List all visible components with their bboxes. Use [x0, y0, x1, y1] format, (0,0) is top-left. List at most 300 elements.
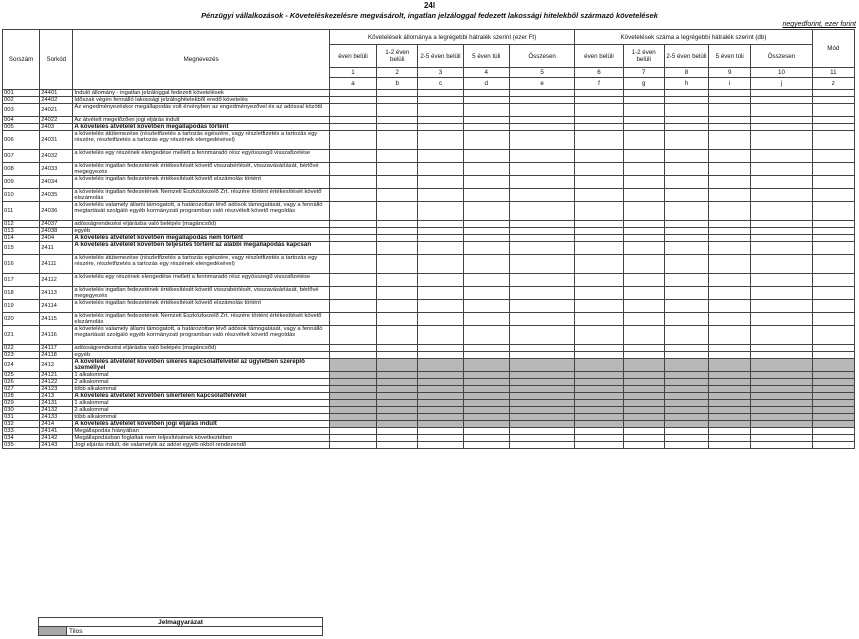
data-cell[interactable]: [751, 131, 812, 150]
data-cell[interactable]: [751, 400, 812, 407]
data-cell[interactable]: [509, 124, 574, 131]
data-cell[interactable]: [463, 163, 509, 176]
data-cell[interactable]: [709, 359, 751, 372]
data-cell[interactable]: [623, 352, 664, 359]
data-cell[interactable]: [463, 414, 509, 421]
data-cell[interactable]: [664, 407, 708, 414]
data-cell[interactable]: [623, 221, 664, 228]
data-cell[interactable]: [623, 300, 664, 313]
data-cell[interactable]: [812, 228, 854, 235]
data-cell[interactable]: [377, 97, 418, 104]
data-cell[interactable]: [751, 124, 812, 131]
data-cell[interactable]: [377, 379, 418, 386]
data-cell[interactable]: [812, 176, 854, 189]
data-cell[interactable]: [575, 300, 623, 313]
data-cell[interactable]: [377, 400, 418, 407]
data-cell[interactable]: [812, 313, 854, 326]
data-cell[interactable]: [418, 131, 463, 150]
data-cell[interactable]: [812, 407, 854, 414]
data-cell[interactable]: [418, 287, 463, 300]
data-cell[interactable]: [623, 359, 664, 372]
data-cell[interactable]: [509, 386, 574, 393]
data-cell[interactable]: [575, 428, 623, 435]
data-cell[interactable]: [812, 97, 854, 104]
data-cell[interactable]: [623, 442, 664, 449]
data-cell[interactable]: [509, 393, 574, 400]
data-cell[interactable]: [509, 435, 574, 442]
data-cell[interactable]: [418, 176, 463, 189]
data-cell[interactable]: [709, 345, 751, 352]
data-cell[interactable]: [377, 235, 418, 242]
data-cell[interactable]: [812, 393, 854, 400]
data-cell[interactable]: [575, 163, 623, 176]
data-cell[interactable]: [812, 221, 854, 228]
data-cell[interactable]: [751, 435, 812, 442]
data-cell[interactable]: [709, 176, 751, 189]
data-cell[interactable]: [377, 255, 418, 274]
data-cell[interactable]: [418, 359, 463, 372]
data-cell[interactable]: [664, 372, 708, 379]
data-cell[interactable]: [329, 97, 376, 104]
data-cell[interactable]: [751, 300, 812, 313]
data-cell[interactable]: [751, 202, 812, 221]
data-cell[interactable]: [709, 202, 751, 221]
data-cell[interactable]: [377, 221, 418, 228]
data-cell[interactable]: [575, 202, 623, 221]
data-cell[interactable]: [664, 326, 708, 345]
data-cell[interactable]: [709, 274, 751, 287]
data-cell[interactable]: [509, 163, 574, 176]
data-cell[interactable]: [812, 372, 854, 379]
data-cell[interactable]: [751, 235, 812, 242]
data-cell[interactable]: [812, 386, 854, 393]
data-cell[interactable]: [329, 386, 376, 393]
data-cell[interactable]: [812, 359, 854, 372]
data-cell[interactable]: [709, 393, 751, 400]
data-cell[interactable]: [623, 228, 664, 235]
data-cell[interactable]: [709, 386, 751, 393]
data-cell[interactable]: [377, 117, 418, 124]
data-cell[interactable]: [812, 287, 854, 300]
data-cell[interactable]: [623, 97, 664, 104]
data-cell[interactable]: [377, 414, 418, 421]
data-cell[interactable]: [575, 313, 623, 326]
data-cell[interactable]: [664, 442, 708, 449]
data-cell[interactable]: [418, 189, 463, 202]
data-cell[interactable]: [623, 176, 664, 189]
data-cell[interactable]: [377, 150, 418, 163]
data-cell[interactable]: [709, 163, 751, 176]
data-cell[interactable]: [377, 435, 418, 442]
data-cell[interactable]: [463, 287, 509, 300]
data-cell[interactable]: [463, 235, 509, 242]
data-cell[interactable]: [812, 400, 854, 407]
data-cell[interactable]: [709, 428, 751, 435]
data-cell[interactable]: [812, 274, 854, 287]
data-cell[interactable]: [329, 131, 376, 150]
data-cell[interactable]: [418, 235, 463, 242]
data-cell[interactable]: [463, 255, 509, 274]
data-cell[interactable]: [709, 421, 751, 428]
data-cell[interactable]: [329, 202, 376, 221]
data-cell[interactable]: [623, 386, 664, 393]
data-cell[interactable]: [812, 435, 854, 442]
data-cell[interactable]: [418, 90, 463, 97]
data-cell[interactable]: [812, 104, 854, 117]
data-cell[interactable]: [509, 131, 574, 150]
data-cell[interactable]: [664, 235, 708, 242]
data-cell[interactable]: [812, 442, 854, 449]
data-cell[interactable]: [418, 414, 463, 421]
data-cell[interactable]: [664, 124, 708, 131]
data-cell[interactable]: [664, 414, 708, 421]
data-cell[interactable]: [664, 379, 708, 386]
data-cell[interactable]: [509, 421, 574, 428]
data-cell[interactable]: [329, 326, 376, 345]
data-cell[interactable]: [377, 428, 418, 435]
data-cell[interactable]: [664, 150, 708, 163]
data-cell[interactable]: [709, 352, 751, 359]
data-cell[interactable]: [509, 274, 574, 287]
data-cell[interactable]: [751, 407, 812, 414]
data-cell[interactable]: [329, 372, 376, 379]
data-cell[interactable]: [575, 131, 623, 150]
data-cell[interactable]: [664, 300, 708, 313]
data-cell[interactable]: [418, 435, 463, 442]
data-cell[interactable]: [575, 242, 623, 255]
data-cell[interactable]: [329, 428, 376, 435]
data-cell[interactable]: [418, 352, 463, 359]
data-cell[interactable]: [509, 235, 574, 242]
data-cell[interactable]: [751, 150, 812, 163]
data-cell[interactable]: [664, 189, 708, 202]
data-cell[interactable]: [812, 300, 854, 313]
data-cell[interactable]: [329, 313, 376, 326]
data-cell[interactable]: [575, 124, 623, 131]
data-cell[interactable]: [709, 117, 751, 124]
data-cell[interactable]: [623, 274, 664, 287]
data-cell[interactable]: [509, 400, 574, 407]
data-cell[interactable]: [664, 117, 708, 124]
data-cell[interactable]: [575, 400, 623, 407]
data-cell[interactable]: [418, 386, 463, 393]
data-cell[interactable]: [329, 150, 376, 163]
data-cell[interactable]: [709, 189, 751, 202]
data-cell[interactable]: [575, 287, 623, 300]
data-cell[interactable]: [377, 359, 418, 372]
data-cell[interactable]: [418, 117, 463, 124]
data-cell[interactable]: [664, 313, 708, 326]
data-cell[interactable]: [509, 326, 574, 345]
data-cell[interactable]: [751, 189, 812, 202]
data-cell[interactable]: [575, 379, 623, 386]
data-cell[interactable]: [709, 414, 751, 421]
data-cell[interactable]: [418, 150, 463, 163]
data-cell[interactable]: [709, 442, 751, 449]
data-cell[interactable]: [664, 393, 708, 400]
data-cell[interactable]: [575, 117, 623, 124]
data-cell[interactable]: [664, 400, 708, 407]
data-cell[interactable]: [575, 372, 623, 379]
data-cell[interactable]: [329, 255, 376, 274]
data-cell[interactable]: [812, 150, 854, 163]
data-cell[interactable]: [463, 407, 509, 414]
data-cell[interactable]: [664, 242, 708, 255]
data-cell[interactable]: [575, 326, 623, 345]
data-cell[interactable]: [575, 345, 623, 352]
data-cell[interactable]: [377, 300, 418, 313]
data-cell[interactable]: [664, 255, 708, 274]
data-cell[interactable]: [377, 274, 418, 287]
data-cell[interactable]: [463, 421, 509, 428]
data-cell[interactable]: [418, 400, 463, 407]
data-cell[interactable]: [623, 117, 664, 124]
data-cell[interactable]: [377, 442, 418, 449]
data-cell[interactable]: [418, 221, 463, 228]
data-cell[interactable]: [575, 255, 623, 274]
data-cell[interactable]: [377, 228, 418, 235]
data-cell[interactable]: [623, 104, 664, 117]
data-cell[interactable]: [377, 352, 418, 359]
data-cell[interactable]: [509, 228, 574, 235]
data-cell[interactable]: [418, 442, 463, 449]
data-cell[interactable]: [709, 372, 751, 379]
data-cell[interactable]: [623, 235, 664, 242]
data-cell[interactable]: [329, 90, 376, 97]
data-cell[interactable]: [623, 242, 664, 255]
data-cell[interactable]: [509, 359, 574, 372]
data-cell[interactable]: [751, 287, 812, 300]
data-cell[interactable]: [377, 124, 418, 131]
data-cell[interactable]: [751, 379, 812, 386]
data-cell[interactable]: [329, 117, 376, 124]
data-cell[interactable]: [575, 407, 623, 414]
data-cell[interactable]: [664, 274, 708, 287]
data-cell[interactable]: [509, 407, 574, 414]
data-cell[interactable]: [463, 379, 509, 386]
data-cell[interactable]: [418, 345, 463, 352]
data-cell[interactable]: [418, 274, 463, 287]
data-cell[interactable]: [463, 359, 509, 372]
data-cell[interactable]: [812, 421, 854, 428]
data-cell[interactable]: [463, 386, 509, 393]
data-cell[interactable]: [751, 274, 812, 287]
data-cell[interactable]: [463, 352, 509, 359]
data-cell[interactable]: [664, 428, 708, 435]
data-cell[interactable]: [509, 176, 574, 189]
data-cell[interactable]: [751, 428, 812, 435]
data-cell[interactable]: [575, 221, 623, 228]
data-cell[interactable]: [623, 421, 664, 428]
data-cell[interactable]: [623, 313, 664, 326]
data-cell[interactable]: [377, 242, 418, 255]
data-cell[interactable]: [623, 189, 664, 202]
data-cell[interactable]: [329, 287, 376, 300]
data-cell[interactable]: [575, 90, 623, 97]
data-cell[interactable]: [623, 255, 664, 274]
data-cell[interactable]: [664, 104, 708, 117]
data-cell[interactable]: [377, 326, 418, 345]
data-cell[interactable]: [751, 352, 812, 359]
data-cell[interactable]: [377, 176, 418, 189]
data-cell[interactable]: [751, 386, 812, 393]
data-cell[interactable]: [709, 242, 751, 255]
data-cell[interactable]: [418, 313, 463, 326]
data-cell[interactable]: [751, 345, 812, 352]
data-cell[interactable]: [509, 97, 574, 104]
data-cell[interactable]: [664, 421, 708, 428]
data-cell[interactable]: [812, 117, 854, 124]
data-cell[interactable]: [509, 442, 574, 449]
data-cell[interactable]: [709, 407, 751, 414]
data-cell[interactable]: [751, 242, 812, 255]
data-cell[interactable]: [812, 379, 854, 386]
data-cell[interactable]: [623, 435, 664, 442]
data-cell[interactable]: [377, 386, 418, 393]
data-cell[interactable]: [812, 414, 854, 421]
data-cell[interactable]: [664, 202, 708, 221]
data-cell[interactable]: [709, 287, 751, 300]
data-cell[interactable]: [623, 150, 664, 163]
data-cell[interactable]: [709, 326, 751, 345]
data-cell[interactable]: [418, 242, 463, 255]
data-cell[interactable]: [664, 352, 708, 359]
data-cell[interactable]: [463, 274, 509, 287]
data-cell[interactable]: [329, 104, 376, 117]
data-cell[interactable]: [751, 255, 812, 274]
data-cell[interactable]: [812, 428, 854, 435]
data-cell[interactable]: [329, 379, 376, 386]
data-cell[interactable]: [664, 386, 708, 393]
data-cell[interactable]: [418, 202, 463, 221]
data-cell[interactable]: [751, 104, 812, 117]
data-cell[interactable]: [623, 345, 664, 352]
data-cell[interactable]: [751, 326, 812, 345]
data-cell[interactable]: [463, 97, 509, 104]
data-cell[interactable]: [664, 228, 708, 235]
data-cell[interactable]: [751, 221, 812, 228]
data-cell[interactable]: [509, 255, 574, 274]
data-cell[interactable]: [463, 117, 509, 124]
data-cell[interactable]: [751, 393, 812, 400]
data-cell[interactable]: [509, 345, 574, 352]
data-cell[interactable]: [623, 407, 664, 414]
data-cell[interactable]: [664, 97, 708, 104]
data-cell[interactable]: [377, 421, 418, 428]
data-cell[interactable]: [709, 400, 751, 407]
data-cell[interactable]: [751, 359, 812, 372]
data-cell[interactable]: [623, 90, 664, 97]
data-cell[interactable]: [751, 176, 812, 189]
data-cell[interactable]: [623, 400, 664, 407]
data-cell[interactable]: [463, 326, 509, 345]
data-cell[interactable]: [329, 421, 376, 428]
data-cell[interactable]: [329, 352, 376, 359]
data-cell[interactable]: [463, 104, 509, 117]
data-cell[interactable]: [575, 442, 623, 449]
data-cell[interactable]: [329, 407, 376, 414]
data-cell[interactable]: [812, 124, 854, 131]
data-cell[interactable]: [463, 428, 509, 435]
data-cell[interactable]: [575, 352, 623, 359]
data-cell[interactable]: [623, 393, 664, 400]
data-cell[interactable]: [575, 104, 623, 117]
data-cell[interactable]: [709, 255, 751, 274]
data-cell[interactable]: [812, 90, 854, 97]
data-cell[interactable]: [509, 189, 574, 202]
data-cell[interactable]: [664, 90, 708, 97]
data-cell[interactable]: [463, 228, 509, 235]
data-cell[interactable]: [418, 421, 463, 428]
data-cell[interactable]: [463, 400, 509, 407]
data-cell[interactable]: [329, 359, 376, 372]
data-cell[interactable]: [463, 442, 509, 449]
data-cell[interactable]: [329, 300, 376, 313]
data-cell[interactable]: [509, 202, 574, 221]
data-cell[interactable]: [709, 379, 751, 386]
data-cell[interactable]: [509, 242, 574, 255]
data-cell[interactable]: [812, 235, 854, 242]
data-cell[interactable]: [418, 428, 463, 435]
data-cell[interactable]: [463, 202, 509, 221]
data-cell[interactable]: [751, 163, 812, 176]
data-cell[interactable]: [329, 221, 376, 228]
data-cell[interactable]: [664, 176, 708, 189]
data-cell[interactable]: [509, 352, 574, 359]
data-cell[interactable]: [751, 97, 812, 104]
data-cell[interactable]: [329, 435, 376, 442]
data-cell[interactable]: [377, 407, 418, 414]
data-cell[interactable]: [709, 104, 751, 117]
data-cell[interactable]: [623, 379, 664, 386]
data-cell[interactable]: [463, 393, 509, 400]
data-cell[interactable]: [463, 90, 509, 97]
data-cell[interactable]: [623, 202, 664, 221]
data-cell[interactable]: [329, 228, 376, 235]
data-cell[interactable]: [664, 345, 708, 352]
data-cell[interactable]: [709, 313, 751, 326]
data-cell[interactable]: [329, 242, 376, 255]
data-cell[interactable]: [329, 414, 376, 421]
data-cell[interactable]: [463, 176, 509, 189]
data-cell[interactable]: [377, 189, 418, 202]
data-cell[interactable]: [377, 202, 418, 221]
data-cell[interactable]: [623, 163, 664, 176]
data-cell[interactable]: [709, 150, 751, 163]
data-cell[interactable]: [509, 414, 574, 421]
data-cell[interactable]: [623, 372, 664, 379]
data-cell[interactable]: [377, 313, 418, 326]
data-cell[interactable]: [377, 345, 418, 352]
data-cell[interactable]: [812, 189, 854, 202]
data-cell[interactable]: [709, 235, 751, 242]
data-cell[interactable]: [377, 90, 418, 97]
data-cell[interactable]: [418, 300, 463, 313]
data-cell[interactable]: [418, 124, 463, 131]
data-cell[interactable]: [575, 189, 623, 202]
data-cell[interactable]: [575, 150, 623, 163]
data-cell[interactable]: [509, 104, 574, 117]
data-cell[interactable]: [664, 131, 708, 150]
data-cell[interactable]: [463, 221, 509, 228]
data-cell[interactable]: [509, 221, 574, 228]
data-cell[interactable]: [709, 435, 751, 442]
data-cell[interactable]: [377, 372, 418, 379]
data-cell[interactable]: [377, 287, 418, 300]
data-cell[interactable]: [418, 228, 463, 235]
data-cell[interactable]: [623, 414, 664, 421]
data-cell[interactable]: [623, 131, 664, 150]
